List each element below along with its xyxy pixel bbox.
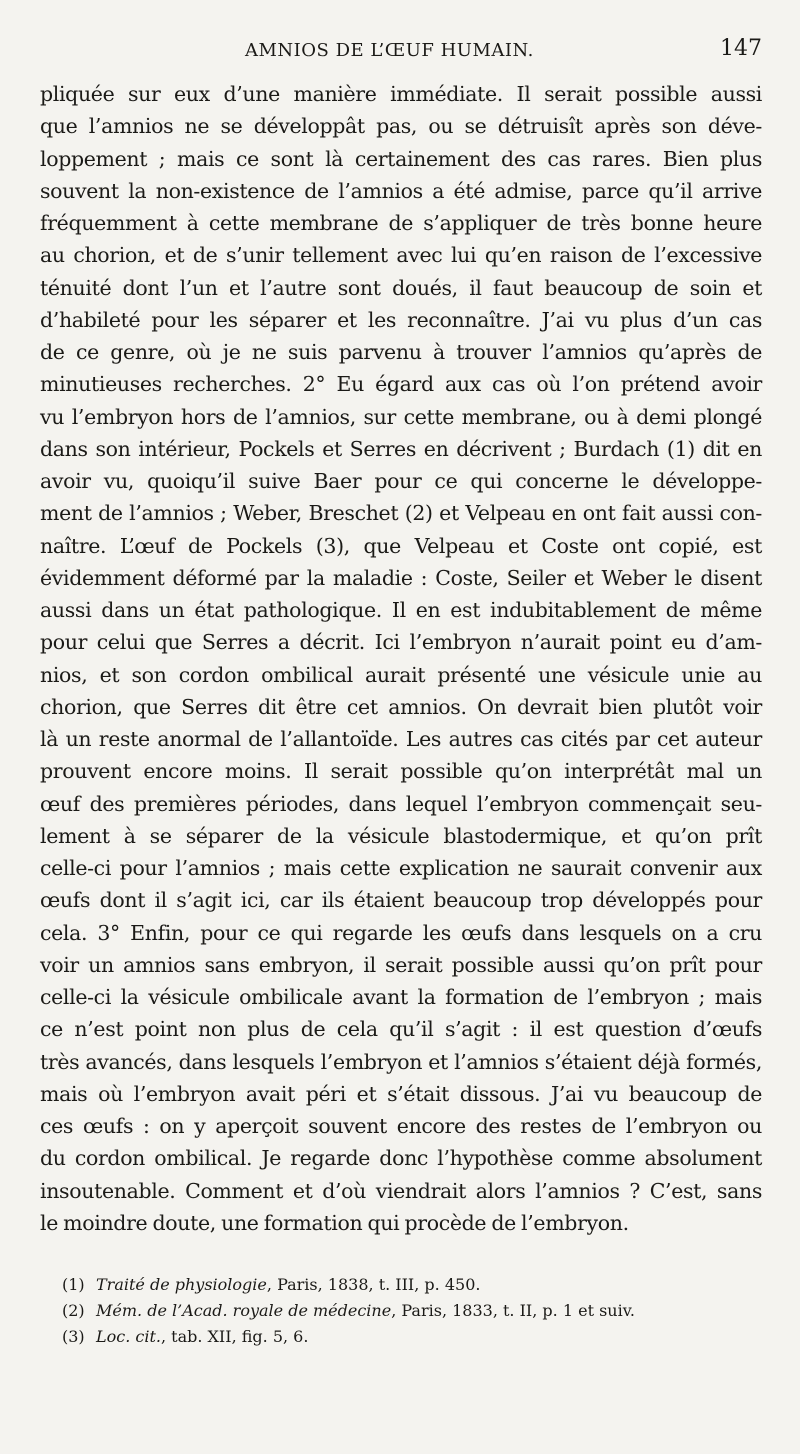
text-line: très avancés, dans lesquels l’embryon et l’amnios s’étaient déjà formés, [40,1049,762,1074]
text-line: cela. 3° Enfin, pour ce qui regarde les œufs dans lesquels on a cru [40,920,762,945]
text-line: lement à se séparer de la vésicule blastodermique, et qu’on prît [40,823,762,848]
footnote-1 [62,1272,752,1298]
footnote-mark: (3) [62,1327,85,1346]
text-line: vu l’embryon hors de l’amnios, sur cette membrane, ou à demi plongé [40,404,762,429]
footnote-reference: , Paris, 1838, t. III, p. 450. [266,1275,481,1294]
running-head [40,36,762,66]
text-line: nios, et son cordon ombilical aurait présenté une vésicule unie au [40,662,762,687]
text-line: là un reste anormal de l’allantoïde. Les autres cas cités par cet auteur [40,727,762,751]
footnote-title: Mém. de l’Acad. royale de médecine [96,1301,392,1320]
text-line-last: le moindre doute, une formation qui procède de l’embryon. [40,1210,629,1235]
text-line: insoutenable. Comment et d’où viendrait alors l’amnios ? C’est, sans [40,1178,762,1203]
text-line: œufs dont il s’agit ici, car ils étaient beaucoup trop développés pour [40,888,762,913]
footnote-2 [62,1298,752,1324]
body-text [40,78,762,1239]
running-title: AMNIOS DE L’ŒUF HUMAIN. [245,40,534,61]
footnote-mark: (1) [62,1275,85,1294]
footnotes [62,1272,752,1350]
text-line: aussi dans un état pathologique. Il en est indubitablement de même [40,598,762,622]
text-line: que l’amnios ne se développât pas, ou se détruisît après son déve- [40,114,762,139]
page-number: 147 [720,36,762,61]
text-line: celle-ci pour l’amnios ; mais cette explication ne saurait convenir aux [40,856,762,880]
text-line: dans son intérieur, Pockels et Serres en décrivent ; Burdach (1) dit en [40,436,762,461]
footnote-reference: , Paris, 1833, t. II, p. 1 et suiv. [391,1301,635,1320]
text-line: chorion, que Serres dit être cet amnios. On devrait bien plutôt voir [40,694,762,719]
footnote-reference: , tab. XII, fig. 5, 6. [160,1327,309,1346]
text-line: naître. L’œuf de Pockels (3), que Velpeau et Coste ont copié, est [40,533,762,558]
text-line: pour celui que Serres a décrit. Ici l’embryon n’aurait point eu d’am- [40,630,762,655]
footnote-mark: (2) [62,1301,85,1320]
text-line: prouvent encore moins. Il serait possible qu’on interprétât mal un [40,759,762,784]
footnote-title: Traité de physiologie [96,1275,267,1294]
text-line: ténuité dont l’un et l’autre sont doués, il faut beaucoup de soin et [40,275,762,300]
text-line: loppement ; mais ce sont là certainement des cas rares. Bien plus [40,146,762,171]
text-line: du cordon ombilical. Je regarde donc l’hypothèse comme absolument [40,1146,762,1171]
text-line: avoir vu, quoiqu’il suive Baer pour ce qui concerne le développe- [40,469,762,493]
text-line: ment de l’amnios ; Weber, Breschet (2) et Velpeau en ont fait aussi con- [40,501,762,526]
text-line: minutieuses recherches. 2° Eu égard aux cas où l’on prétend avoir [40,372,762,397]
text-line: au chorion, et de s’unir tellement avec lui qu’en raison de l’excessive [40,243,762,268]
text-line: souvent la non-existence de l’amnios a été admise, parce qu’il arrive [40,178,762,203]
footnote-3 [62,1324,752,1350]
text-line: voir un amnios sans embryon, il serait possible aussi qu’on prît pour [40,952,762,977]
text-line: celle-ci la vésicule ombilicale avant la formation de l’embryon ; mais [40,985,762,1009]
text-line: ces œufs : on y aperçoit souvent encore des restes de l’embryon ou [40,1114,762,1138]
text-line: d’habileté pour les séparer et les reconnaître. J’ai vu plus d’un cas [40,307,762,332]
text-line: pliquée sur eux d’une manière immédiate. Il serait possible aussi [40,82,762,106]
text-line: ce n’est point non plus de cela qu’il s’agit : il est question d’œufs [40,1017,762,1042]
text-line: mais où l’embryon avait péri et s’était dissous. J’ai vu beaucoup de [40,1081,762,1106]
text-line: de ce genre, où je ne suis parvenu à trouver l’amnios qu’après de [40,340,762,364]
footnote-title: Loc. cit. [96,1327,161,1346]
text-line: évidemment déformé par la maladie : Coste, Seiler et Weber le disent [40,565,762,590]
text-line: œuf des premières périodes, dans lequel l’embryon commençait seu- [40,791,762,816]
text-line: fréquemment à cette membrane de s’appliquer de très bonne heure [40,211,762,235]
